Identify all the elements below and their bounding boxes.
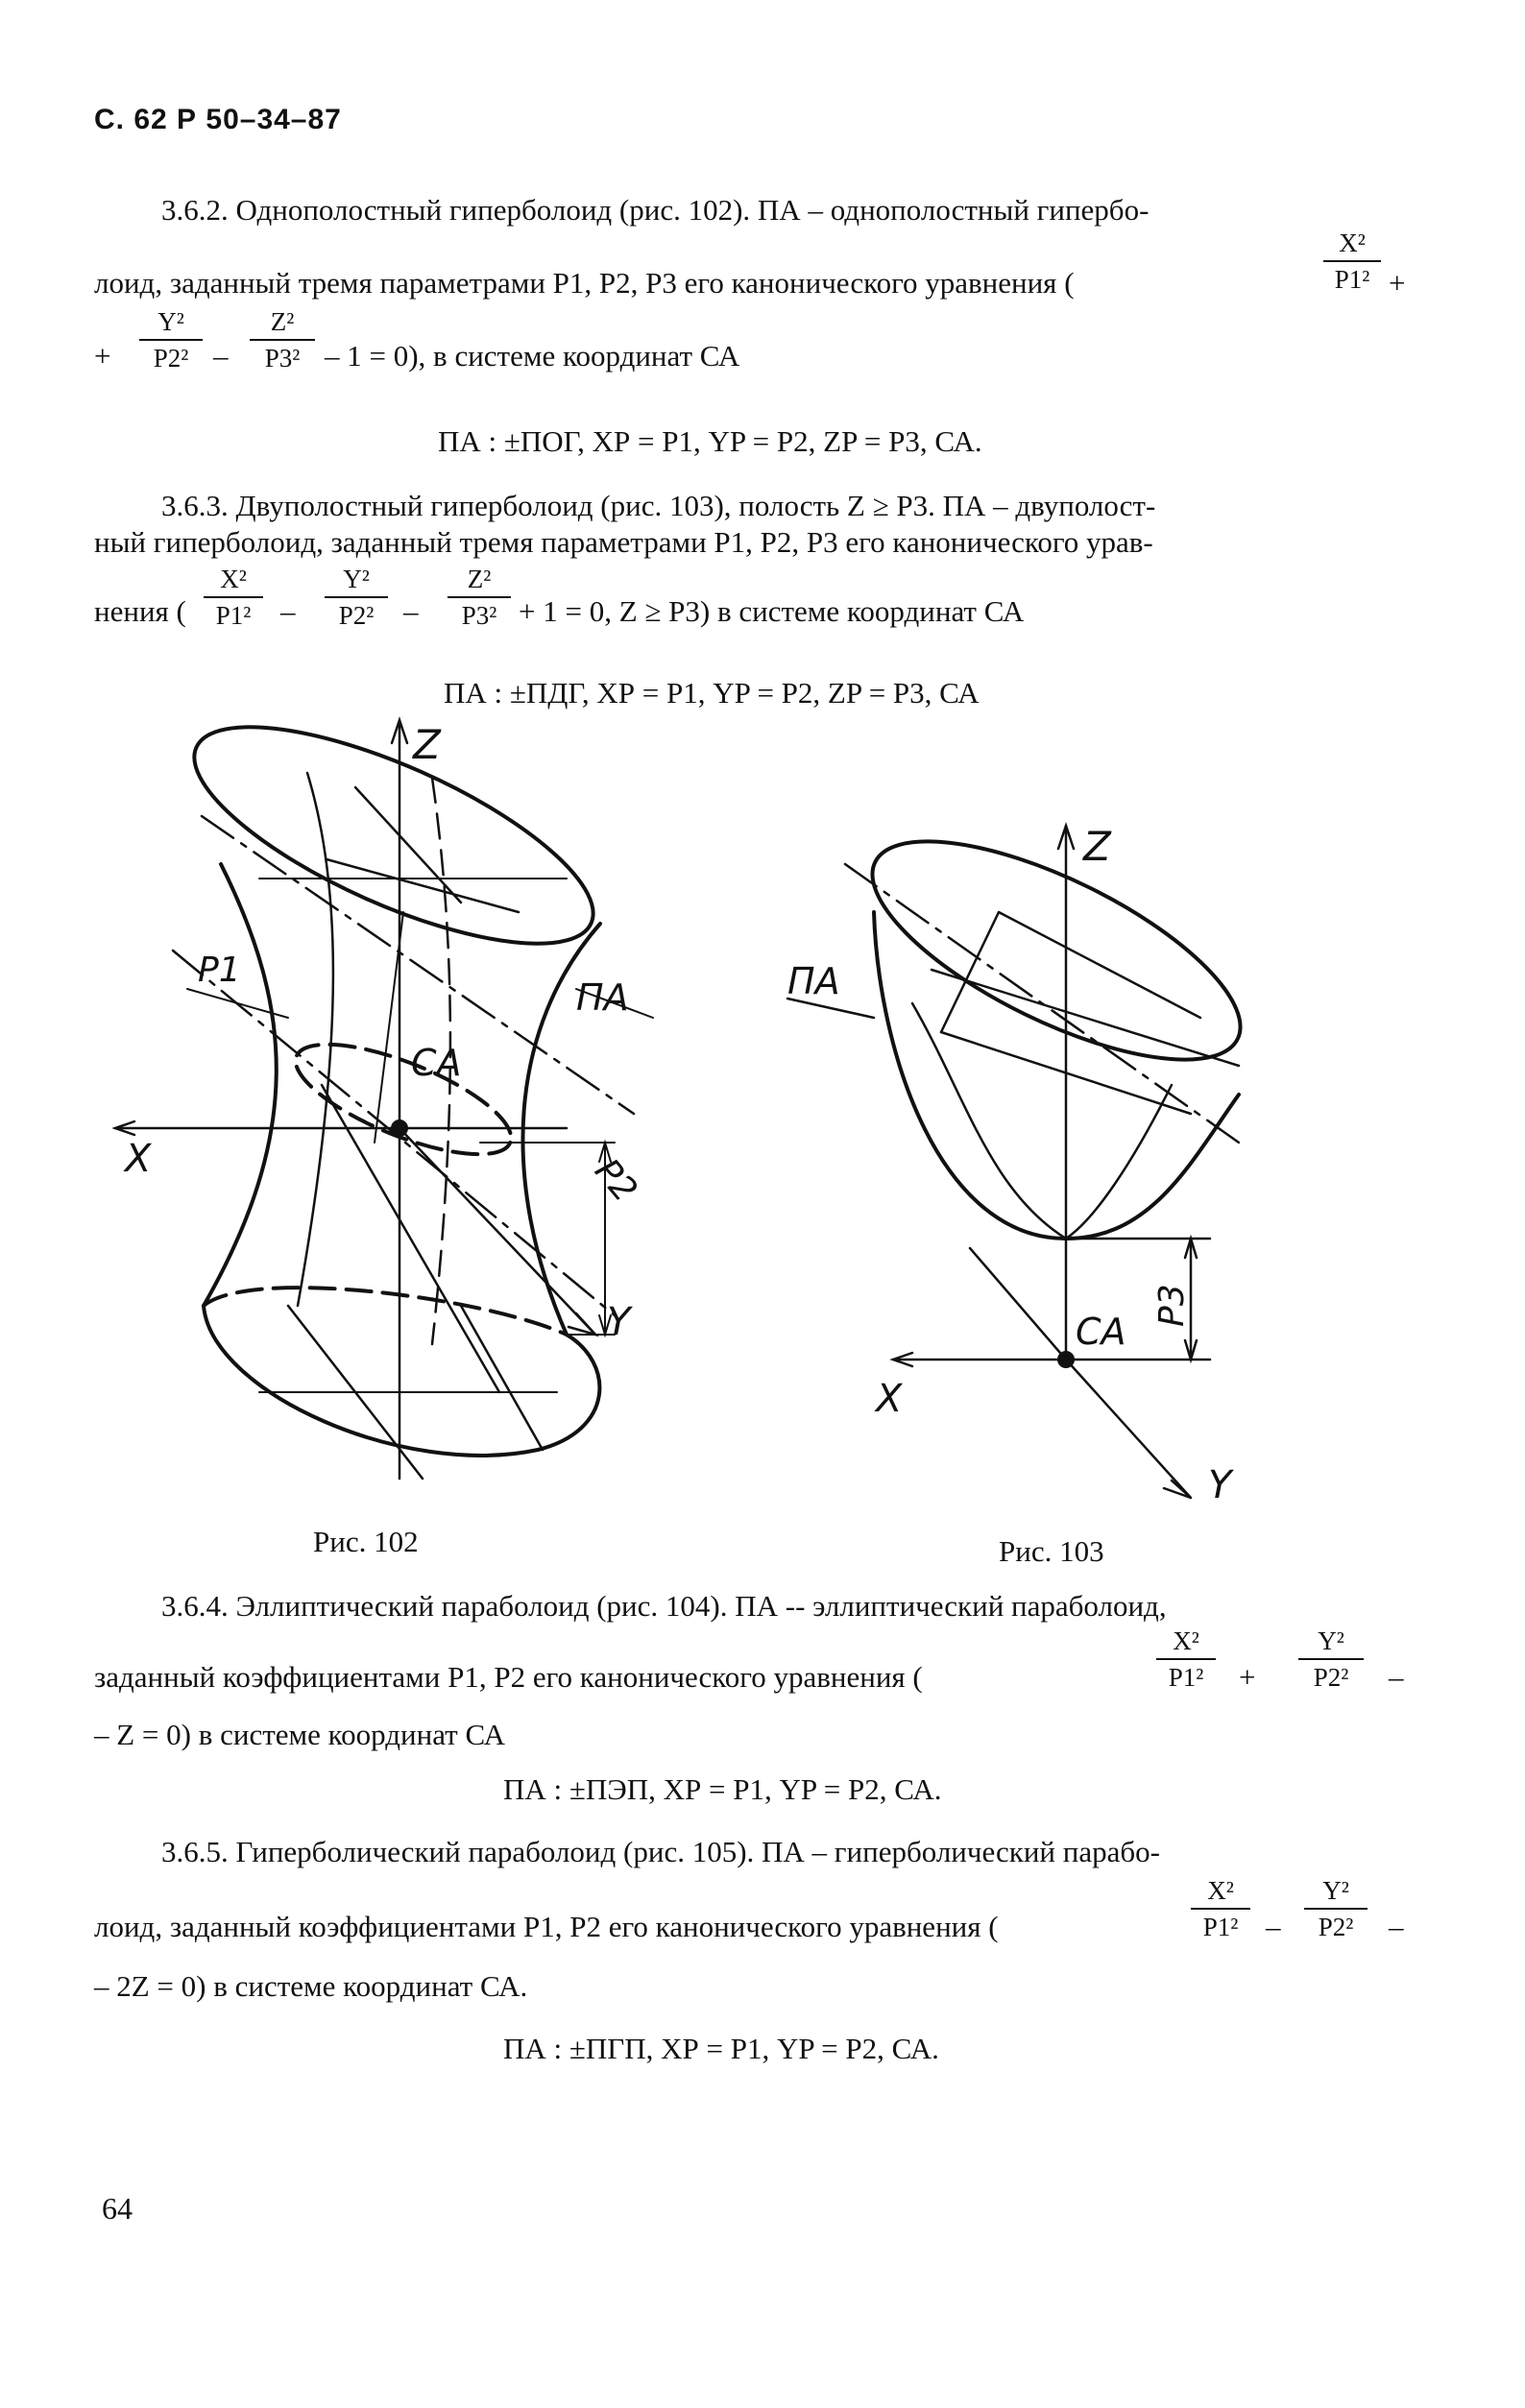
- label-p2: P2: [587, 1151, 645, 1210]
- sec-365-equation: ПА : ±ПГП, ХР = Р1, YP = Р2, СА.: [503, 2032, 939, 2065]
- sec-364-plus: +: [1239, 1660, 1256, 1694]
- label-p1: P1: [198, 951, 241, 990]
- cap-axes: [787, 826, 1239, 1498]
- label-y-103: Y: [1208, 1463, 1232, 1507]
- sec-365-minus: –: [1266, 1910, 1281, 1943]
- label-z: Z: [413, 721, 441, 768]
- label-x-103: X: [876, 1377, 903, 1421]
- cap-ellipse: [844, 798, 1269, 1102]
- sec-365-line1: 3.6.5. Гиперболический параболоид (рис. 105). ПА – гиперболический парабо-: [161, 1835, 1160, 1868]
- sec-363-frac-z: Z² Р3²: [448, 565, 511, 631]
- page-header: С. 62 Р 50–34–87: [94, 104, 342, 135]
- sec-362-line2: лоид, заданный тремя параметрами Р1, Р2, Р3 его канонического уравнения (: [94, 266, 1075, 300]
- label-pa: ПА: [576, 976, 629, 1019]
- sec-362-minus: –: [213, 339, 229, 373]
- cap-left-profile: [874, 912, 1066, 1239]
- label-y: Y: [607, 1300, 631, 1344]
- bottom-ellipse-back: [204, 1288, 567, 1335]
- label-p3-103: P3: [1152, 1284, 1192, 1327]
- label-ca-103: CA: [1076, 1311, 1126, 1353]
- sec-363-line3-start: нения (: [94, 594, 186, 628]
- sec-364-line1: 3.6.4. Эллиптический параболоид (рис. 104). ПА -- эллиптический параболоид,: [161, 1589, 1167, 1623]
- waist-ellipse: [283, 1023, 524, 1176]
- cap-generators: [912, 912, 1239, 1239]
- sec-363-minus2: –: [403, 594, 419, 628]
- sec-364-frac-x: X² Р1²: [1156, 1626, 1216, 1693]
- sec-365-line2: лоид, заданный коэффициентами Р1, Р2 его канонического уравнения (: [94, 1910, 999, 1943]
- sec-363-line2: ный гиперболоид, заданный тремя параметрами Р1, Р2, Р3 его канонического урав-: [94, 525, 1153, 559]
- sec-363-frac-y: Y² Р2²: [325, 565, 388, 631]
- sec-362-frac-z: Z² Р3²: [250, 307, 315, 373]
- sec-365-line3: – 2Z = 0) в системе координат СА.: [94, 1969, 528, 2003]
- sec-364-equation: ПА : ±ПЭП, ХР = Р1, YP = Р2, СА.: [503, 1772, 942, 1806]
- sec-363-equation: ПА : ±ПДГ, ХР = Р1, YP = Р2, ZP = Р3, СА: [444, 676, 980, 710]
- sec-364-line3: – Z = 0) в системе координат СА: [94, 1718, 505, 1751]
- sec-364-frac-y: Y² Р2²: [1298, 1626, 1364, 1693]
- bottom-ellipse-front: [204, 1306, 599, 1456]
- sec-364-line2: заданный коэффициентами Р1, Р2 его канонического уравнения (: [94, 1660, 923, 1694]
- sec-362-line1: 3.6.2. Однополостный гиперболоид (рис. 102). ПА – однополостный гипербо-: [161, 193, 1150, 227]
- left-profile: [204, 864, 277, 1306]
- label-pa-103: ПА: [787, 960, 840, 1002]
- sec-362-line3: – 1 = 0), в системе координат СА: [325, 339, 740, 373]
- sec-365-minus-end: –: [1389, 1910, 1404, 1943]
- figure-102: [115, 720, 691, 1536]
- sections: [259, 879, 567, 1392]
- figure-103: [787, 823, 1287, 1536]
- sec-362-plus: +: [1389, 266, 1406, 300]
- sec-362-line3-plus: +: [94, 339, 111, 373]
- sec-365-frac-y: Y² Р2²: [1304, 1876, 1368, 1942]
- sec-363-minus1: –: [280, 594, 296, 628]
- caption-fig-102: Рис. 102: [313, 1525, 419, 1558]
- sec-362-equation: ПА : ±ПОГ, ХР = Р1, YP = Р2, ZP = Р3, СА.: [438, 424, 982, 458]
- sec-365-frac-x: X² Р1²: [1191, 1876, 1250, 1942]
- sec-363-line3: + 1 = 0, Z ≥ Р3) в системе координат СА: [519, 594, 1025, 628]
- page-number: 64: [102, 2191, 133, 2226]
- sec-363-line1: 3.6.3. Двуполостный гиперболоид (рис. 103), полость Z ≥ Р3. ПА – двуполост-: [161, 489, 1156, 522]
- sec-363-frac-x: X² Р1²: [204, 565, 263, 631]
- label-z-103: Z: [1083, 823, 1111, 870]
- label-ca: CA: [411, 1042, 462, 1084]
- cap-right-profile: [1066, 1095, 1239, 1239]
- origin-point: [393, 1121, 406, 1135]
- caption-fig-103: Рис. 103: [999, 1534, 1104, 1568]
- label-x: X: [125, 1137, 152, 1181]
- axes: [115, 720, 634, 1479]
- sec-362-frac-y: Y² Р2²: [139, 307, 203, 373]
- top-ellipse: [168, 685, 619, 987]
- sec-362-frac-x: X² Р1²: [1323, 229, 1381, 295]
- cap-origin-point: [1059, 1353, 1073, 1366]
- sec-364-minus-end: –: [1389, 1660, 1404, 1694]
